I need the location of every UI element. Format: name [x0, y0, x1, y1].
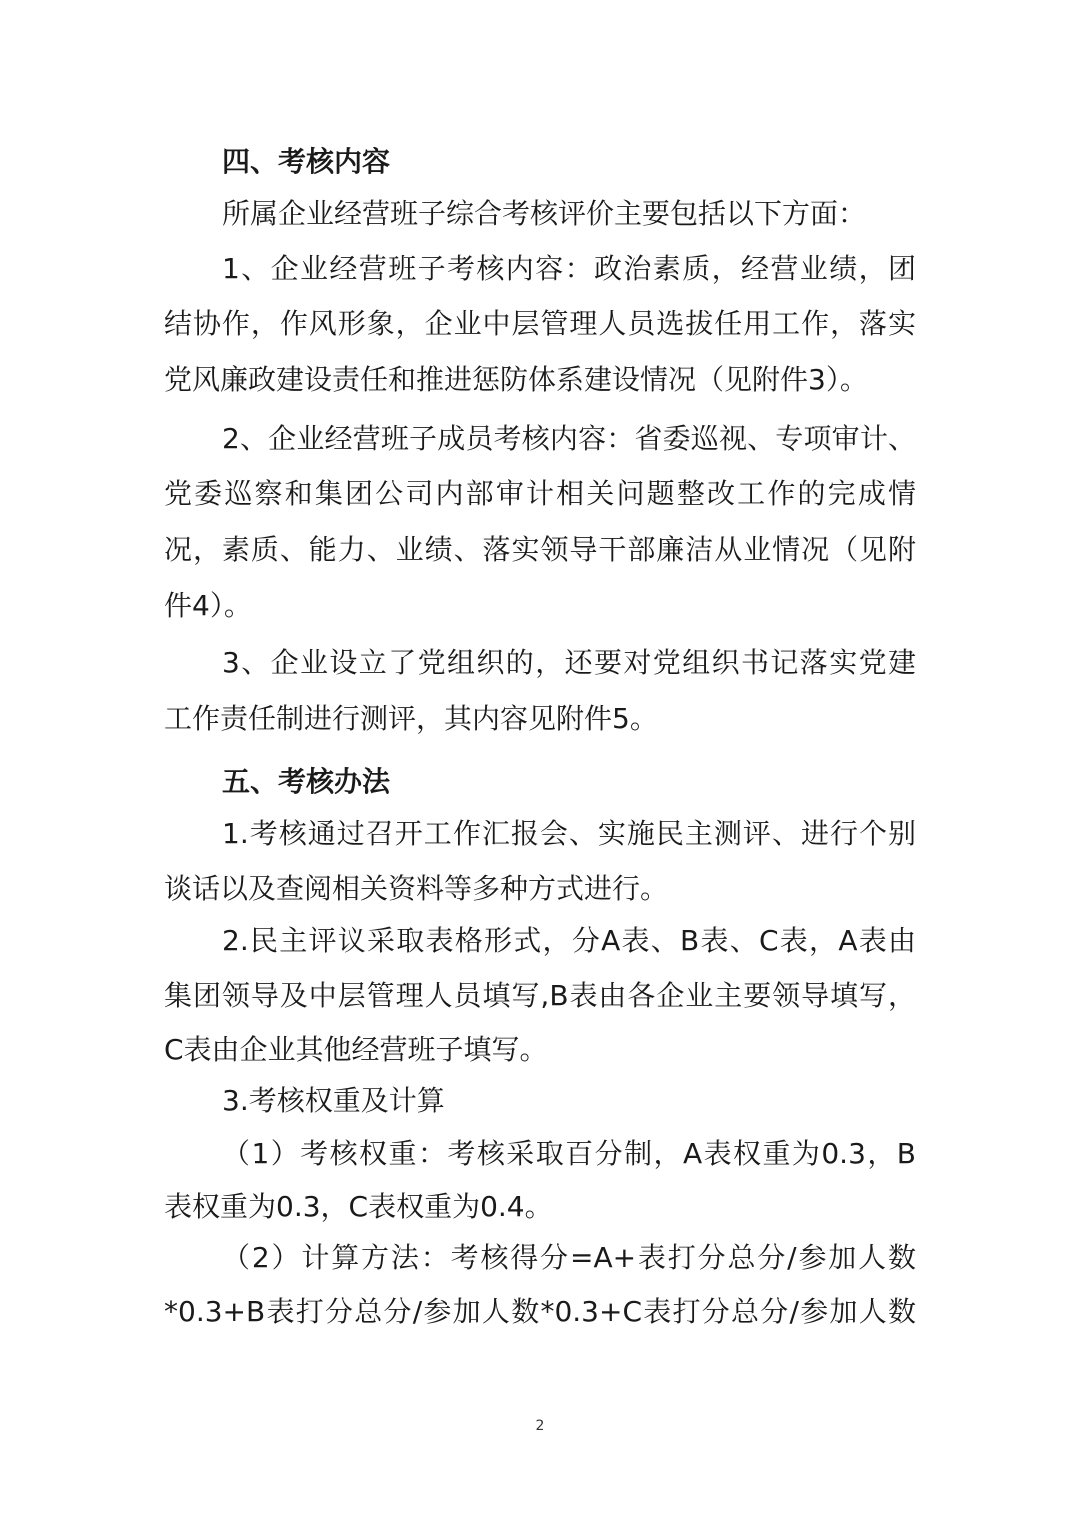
sub-1-line-1: （1）考核权重：考核采取百分制，A表权重为0.3，B [222, 1137, 916, 1170]
section-5-heading: 五、考核办法 [222, 765, 391, 798]
item-4-3-line-2: 工作责任制进行测评，其内容见附件5。 [164, 702, 658, 735]
item-4-3-line-1: 3、企业设立了党组织的，还要对党组织书记落实党建 [222, 646, 916, 679]
sub-2-line-1: （2）计算方法：考核得分=A+表打分总分/参加人数 [222, 1241, 916, 1274]
section-4-intro: 所属企业经营班子综合考核评价主要包括以下方面： [222, 197, 867, 230]
item-5-2-line-2: 集团领导及中层管理人员填写,B表由各企业主要领导填写， [164, 979, 916, 1012]
item-4-2-line-1: 2、企业经营班子成员考核内容：省委巡视、专项审计、 [222, 422, 916, 455]
item-4-2-line-3: 况，素质、能力、业绩、落实领导干部廉洁从业情况（见附 [164, 533, 916, 566]
sub-2-line-2: *0.3+B表打分总分/参加人数*0.3+C表打分总分/参加人数 [164, 1295, 916, 1328]
item-5-3: 3.考核权重及计算 [222, 1084, 445, 1117]
sub-1-line-2: 表权重为0.3，C表权重为0.4。 [164, 1190, 553, 1223]
item-4-1-line-1: 1、企业经营班子考核内容：政治素质，经营业绩，团 [222, 252, 916, 285]
item-5-2-line-3: C表由企业其他经营班子填写。 [164, 1033, 548, 1066]
section-4-heading: 四、考核内容 [222, 145, 391, 178]
item-4-2-line-4: 件4）。 [164, 589, 252, 622]
item-4-1-line-3: 党风廉政建设责任和推进惩防体系建设情况（见附件3）。 [164, 363, 868, 396]
item-5-2-line-1: 2.民主评议采取表格形式，分A表、B表、C表，A表由 [222, 924, 916, 957]
item-5-1-line-2: 谈话以及查阅相关资料等多种方式进行。 [164, 872, 669, 905]
item-4-1-line-2: 结协作，作风形象，企业中层管理人员选拔任用工作，落实 [164, 307, 916, 340]
item-5-1-line-1: 1.考核通过召开工作汇报会、实施民主测评、进行个别 [222, 817, 916, 850]
page-number: 2 [535, 1418, 545, 1434]
item-4-2-line-2: 党委巡察和集团公司内部审计相关问题整改工作的完成情 [164, 477, 916, 510]
